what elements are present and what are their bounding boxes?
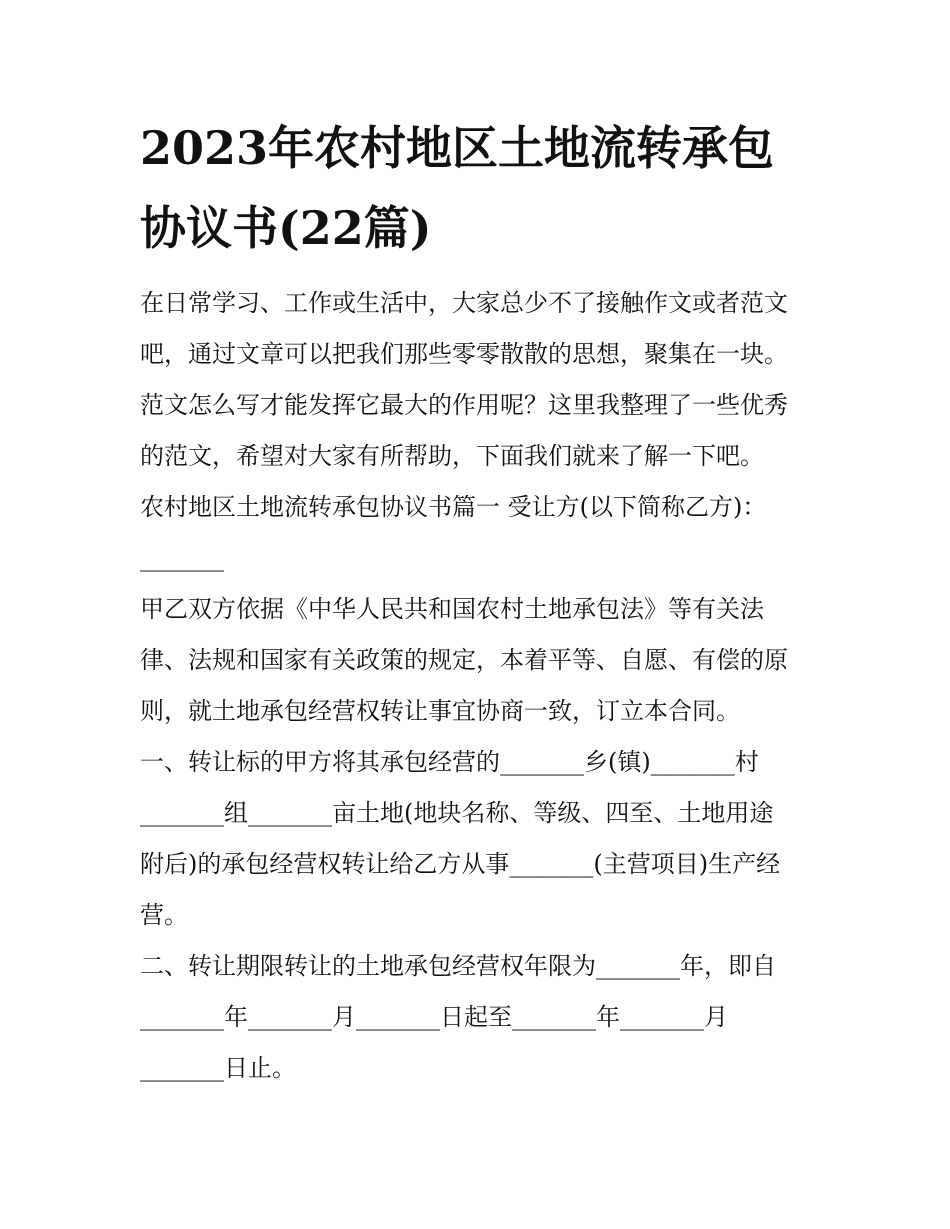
blank-line: _______ <box>140 544 224 572</box>
body-line: _______组_______亩土地(地块名称、等级、四至、土地用途 <box>140 799 774 827</box>
document-body <box>140 278 820 1094</box>
body-line: 在日常学习、工作或生活中，大家总少不了接触作文或者范文 <box>140 289 788 317</box>
body-line: 一、转让标的甲方将其承包经营的_______乡(镇)_______村 <box>140 748 759 776</box>
body-line: 营。 <box>140 901 188 929</box>
document-title <box>140 108 820 268</box>
body-line: 二、转让期限转让的土地承包经营权年限为_______年，即自 <box>140 952 776 980</box>
title-line-2: 协议书(22篇) <box>140 201 432 255</box>
body-line: 的范文，希望对大家有所帮助，下面我们就来了解一下吧。 <box>140 442 764 470</box>
body-line: 律、法规和国家有关政策的规定，本着平等、自愿、有偿的原 <box>140 646 788 674</box>
body-line: _______日止。 <box>140 1054 296 1082</box>
body-line: 吧，通过文章可以把我们那些零零散散的思想，聚集在一块。 <box>140 340 788 368</box>
body-line: 农村地区土地流转承包协议书篇一 受让方(以下简称乙方)： <box>140 493 767 521</box>
body-line: 则，就土地承包经营权转让事宜协商一致，订立本合同。 <box>140 697 740 725</box>
body-line: 范文怎么写才能发挥它最大的作用呢？这里我整理了一些优秀 <box>140 391 788 419</box>
body-line: 甲乙双方依据《中华人民共和国农村土地承包法》等有关法 <box>140 595 764 623</box>
title-line-1: 2023年农村地区土地流转承包 <box>140 121 775 175</box>
body-line: 附后)的承包经营权转让给乙方从事_______(主营项目)生产经 <box>140 850 781 878</box>
body-line: _______年_______月_______日起至_______年_______月 <box>140 1003 728 1031</box>
